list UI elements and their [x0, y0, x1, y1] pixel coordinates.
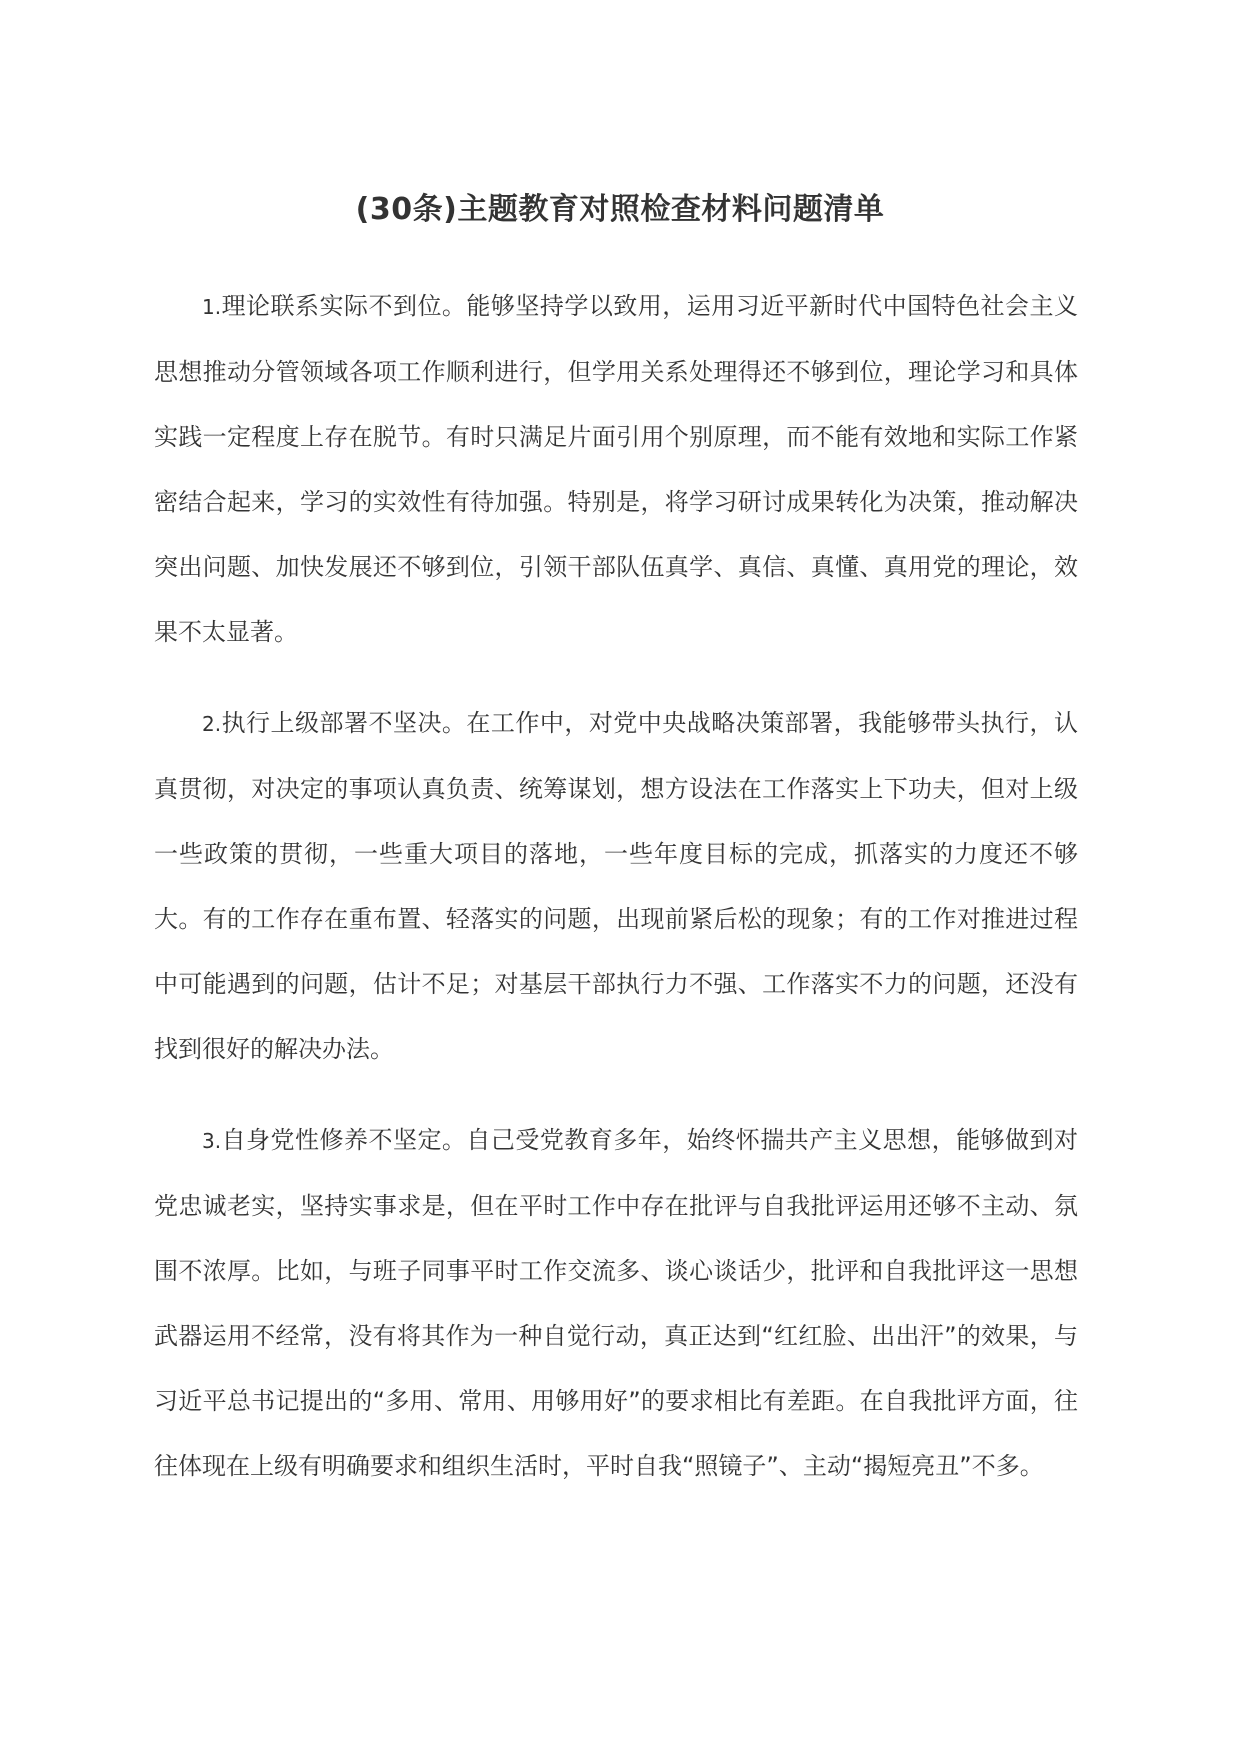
- paragraph-2: [154, 691, 1078, 1082]
- paragraph-number: 2.: [202, 712, 222, 736]
- paragraph-number: 3.: [202, 1129, 222, 1153]
- paragraph-text: 执行上级部署不坚决。在工作中，对党中央战略决策部署，我能够带头执行，认真贯彻，对决定的事项认真负责、统筹谋划，想方设法在工作落实上下功夫，但对上级一些政策的贯彻，一些重大项目的落地，一些年度目标的完成，抓落实的力度还不够大。有的工作存在重布置、轻落实的问题，出现前紧后松的现象；有的工作对推进过程中可能遇到的问题，估计不足；对基层干部执行力不强、工作落实不力的问题，还没有找到很好的解决办法。: [154, 709, 1078, 1063]
- paragraph-text: 理论联系实际不到位。能够坚持学以致用，运用习近平新时代中国特色社会主义思想推动分管领域各项工作顺利进行，但学用关系处理得还不够到位，理论学习和具体实践一定程度上存在脱节。有时只满足片面引用个别原理，而不能有效地和实际工作紧密结合起来，学习的实效性有待加强。特别是，将学习研讨成果转化为决策，推动解决突出问题、加快发展还不够到位，引领干部队伍真学、真信、真懂、真用党的理论，效果不太显著。: [154, 292, 1078, 646]
- paragraph-number: 1.: [202, 295, 222, 319]
- document-title: (30条)主题教育对照检查材料问题清单: [355, 192, 885, 227]
- paragraph-1: [154, 274, 1078, 665]
- paragraph-text: 自身党性修养不坚定。自己受党教育多年，始终怀揣共产主义思想，能够做到对党忠诚老实，坚持实事求是，但在平时工作中存在批评与自我批评运用还够不主动、氛围不浓厚。比如，与班子同事平时工作交流多、谈心谈话少，批评和自我批评这一思想武器运用不经常，没有将其作为一种自觉行动，真正达到“红红脸、出出汗”的效果，与习近平总书记提出的“多用、常用、用够用好”的要求相比有差距。在自我批评方面，往往体现在上级有明确要求和组织生活时，平时自我“照镜子”、主动“揭短亮丑”不多。: [154, 1126, 1078, 1480]
- paragraph-3: [154, 1108, 1078, 1499]
- document-body: [154, 274, 1078, 1525]
